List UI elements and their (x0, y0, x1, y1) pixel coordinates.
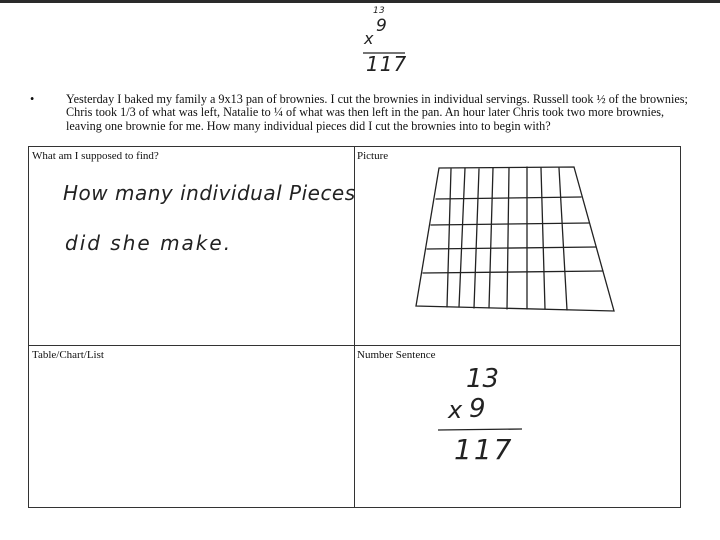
number-sentence-result: 117 (454, 433, 514, 466)
top-calc-operator: x (364, 29, 374, 48)
number-sentence-bottom: 9 (469, 394, 486, 424)
number-sentence-rule (437, 427, 523, 432)
top-calc-multiplicand: 9 (376, 16, 387, 36)
worksheet-grid (28, 146, 681, 508)
top-calc-small-3: 3 (379, 6, 385, 16)
top-calculation (356, 6, 416, 76)
grid-horizontal-divider (29, 345, 680, 346)
top-calc-carry: 1 (373, 6, 379, 16)
find-answer-line2: did she make. (65, 231, 233, 255)
find-answer-line1: How many individual Pieces (63, 181, 356, 205)
top-calc-result: 117 (366, 52, 408, 76)
scan-top-edge (0, 0, 720, 3)
problem-text: Yesterday I baked my family a 9x13 pan of brownies. I cut the brownies in individual servings. Russell took ½ of the brownies; Chris took 1/3 of what was left, Natalie to ¼ of what was then left in the pan. An hour later Chris took two more brownies, leaving one brownie for me. How many individual pieces did I cut the brownies into to begin with? (66, 92, 688, 133)
table-chart-list-label: Table/Chart/List (32, 349, 104, 361)
problem-statement (30, 92, 688, 133)
number-sentence-operator: x (448, 396, 463, 424)
number-sentence-label: Number Sentence (357, 349, 436, 361)
picture-label: Picture (357, 150, 389, 162)
find-label: What am I supposed to find? (32, 150, 159, 162)
number-sentence-top: 13 (466, 364, 500, 394)
problem-bullet: • (30, 92, 35, 106)
brownie-pan-drawing (409, 161, 639, 321)
